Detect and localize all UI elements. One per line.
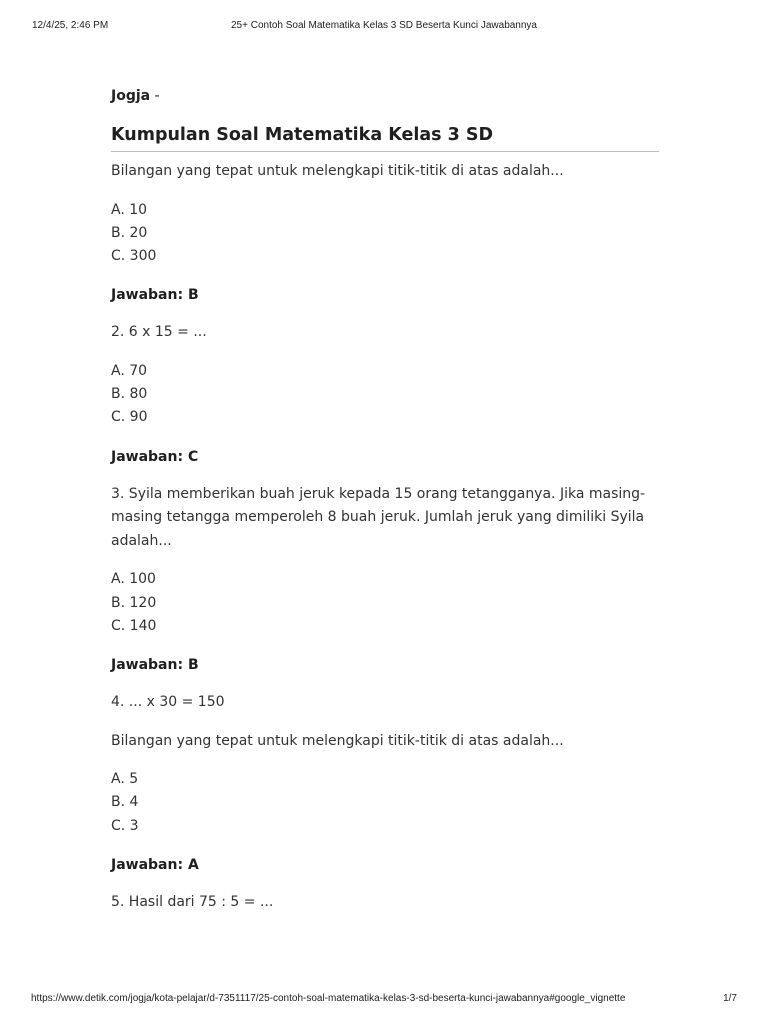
answer-key-3: Jawaban: B	[111, 657, 199, 674]
option-item: A. 70	[111, 362, 148, 379]
location-name: Jogja	[111, 88, 151, 104]
option-item: A. 10	[111, 201, 148, 218]
print-footer	[0, 993, 768, 1007]
question-4-prompt: Bilangan yang tepat untuk melengkapi titik-titik di atas adalah...	[111, 732, 564, 749]
answer-options-1	[111, 199, 659, 269]
option-item: B. 4	[111, 794, 139, 811]
answer-key-4: Jawaban: A	[111, 857, 199, 874]
question-2: 2. 6 x 15 = ...	[111, 324, 207, 341]
question-4: 4. ... x 30 = 150	[111, 694, 225, 711]
article-body	[111, 84, 659, 915]
section-title: Kumpulan Soal Matematika Kelas 3 SD	[111, 121, 659, 152]
location-separator: -	[150, 88, 160, 104]
answer-options-3	[111, 568, 659, 638]
answer-key-2: Jawaban: C	[111, 448, 199, 465]
option-item: C. 3	[111, 817, 139, 834]
question-3: 3. Syila memberikan buah jeruk kepada 15 orang tetangganya. Jika masing-masing tetangga memperoleh 8 buah jeruk. Jumlah jeruk yang dimiliki Syila adalah...	[111, 485, 646, 549]
print-datetime: 12/4/25, 2:46 PM	[32, 20, 109, 31]
page-number: 1/7	[723, 993, 737, 1004]
option-item: B. 20	[111, 224, 148, 241]
option-item: C. 300	[111, 248, 157, 265]
option-item: C. 90	[111, 409, 148, 426]
option-item: A. 5	[111, 771, 139, 788]
question-text: Bilangan yang tepat untuk melengkapi titik-titik di atas adalah...	[111, 163, 564, 179]
answer-key-1: Jawaban: B	[111, 287, 199, 304]
option-item: C. 140	[111, 617, 157, 634]
option-item: A. 100	[111, 571, 156, 588]
option-item: B. 80	[111, 386, 148, 403]
answer-options-4	[111, 768, 659, 838]
location-line	[111, 84, 659, 108]
print-url: https://www.detik.com/jogja/kota-pelajar/d-7351117/25-contoh-soal-matematika-kelas-3-sd-beserta-kunci-jawabannya#google_vignette	[31, 993, 626, 1004]
print-header	[0, 20, 768, 34]
print-page-title: 25+ Contoh Soal Matematika Kelas 3 SD Beserta Kunci Jawabannya	[230, 20, 537, 31]
option-item: B. 120	[111, 594, 157, 611]
question-5: 5. Hasil dari 75 : 5 = ...	[111, 894, 274, 911]
answer-options-2	[111, 360, 659, 430]
